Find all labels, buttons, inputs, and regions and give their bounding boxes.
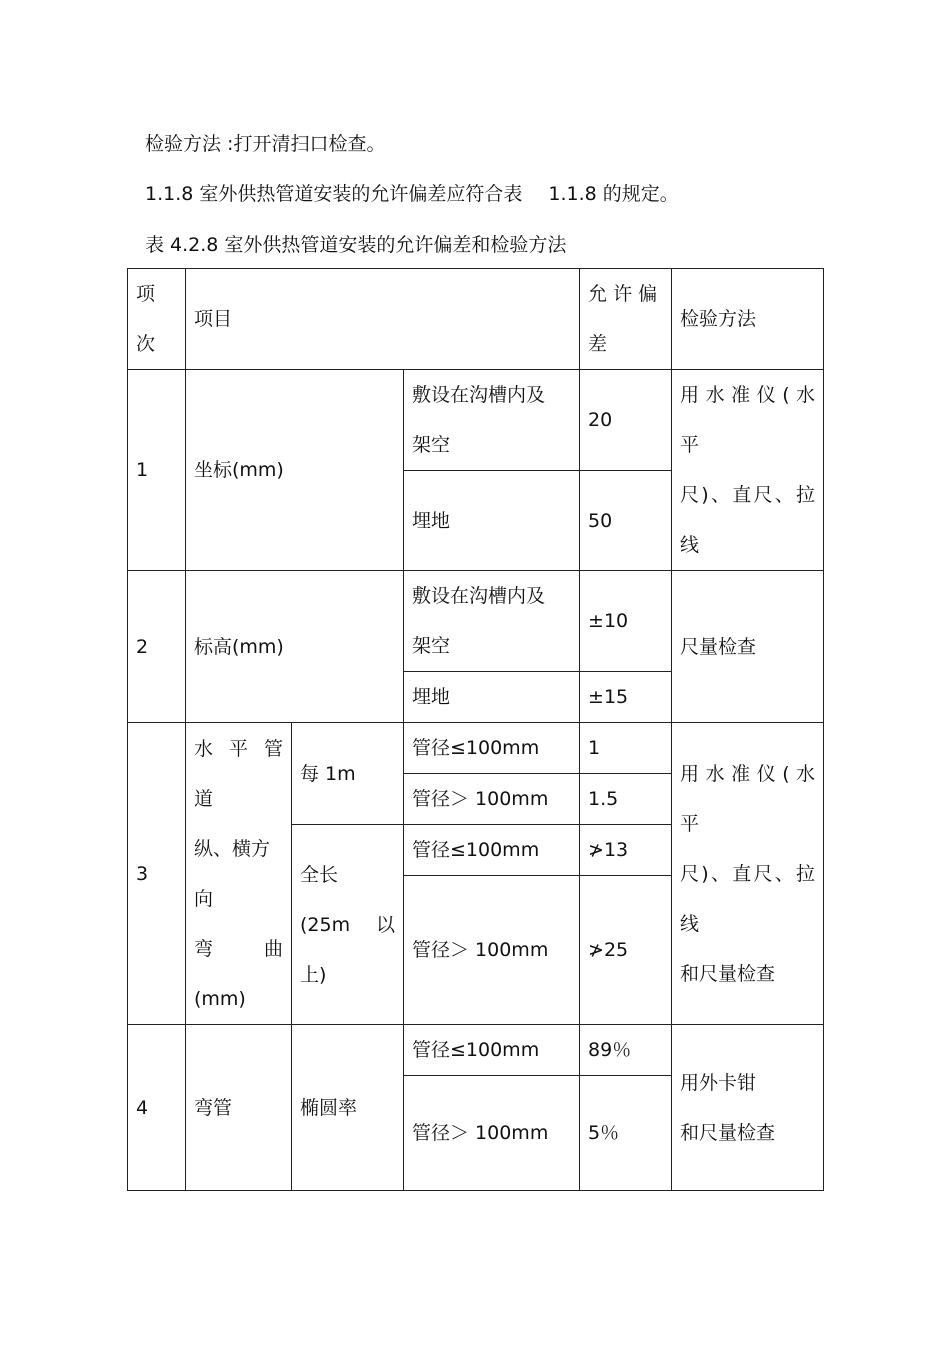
clause-text-a: 1.1.8 室外供热管道安装的允许偏差应符合表 <box>145 183 523 205</box>
table-row <box>128 571 824 672</box>
table-row <box>128 370 824 471</box>
row2-sub1: 敷设在沟槽内及 架空 <box>404 571 580 672</box>
row1-item: 坐标(mm) <box>186 370 404 571</box>
row2-sub2: 埋地 <box>404 672 580 723</box>
row4-cond1: 管径≤100mm <box>404 1025 580 1076</box>
row2-tol2: ±15 <box>580 672 672 723</box>
row3-cond3: 管径≤100mm <box>404 825 580 876</box>
row2-item: 标高(mm) <box>186 571 404 723</box>
row3-cond4: 管径＞ 100mm <box>404 876 580 1025</box>
row3-cond1: 管径≤100mm <box>404 723 580 774</box>
row1-sub1: 敷设在沟槽内及 架空 <box>404 370 580 471</box>
clause-1-1-8 <box>145 182 679 206</box>
row3-method: 用 水 准 仪 ( 水 平 尺)、直尺、拉 线 和尺量检查 <box>672 723 824 1025</box>
table-row <box>128 723 824 774</box>
row3-tol2: 1.5 <box>580 774 672 825</box>
header-tolerance: 允 许 偏 差 <box>580 269 672 370</box>
row3-cat2: 全长 (25m 以 上) <box>292 825 404 1025</box>
row1-tol1: 20 <box>580 370 672 471</box>
row3-cond2: 管径＞ 100mm <box>404 774 580 825</box>
row4-method: 用外卡钳 和尺量检查 <box>672 1025 824 1191</box>
row1-method: 用 水 准 仪 ( 水 平 尺)、直尺、拉 线 <box>672 370 824 571</box>
table-header-row <box>128 269 824 370</box>
header-seq: 项 次 <box>128 269 186 370</box>
row4-cat: 椭圆率 <box>292 1025 404 1191</box>
row4-cond2: 管径＞ 100mm <box>404 1076 580 1191</box>
header-item: 项目 <box>186 269 580 370</box>
table-row <box>128 1025 824 1076</box>
clause-text-b: 1.1.8 的规定。 <box>548 183 679 205</box>
row1-sub2: 埋地 <box>404 471 580 571</box>
row4-tol2: 5％ <box>580 1076 672 1191</box>
row4-tol1: 89％ <box>580 1025 672 1076</box>
header-method: 检验方法 <box>672 269 824 370</box>
row3-cat1: 每 1m <box>292 723 404 825</box>
tolerance-table <box>127 268 824 1191</box>
row1-tol2: 50 <box>580 471 672 571</box>
row3-tol1: 1 <box>580 723 672 774</box>
row2-seq: 2 <box>128 571 186 723</box>
table-caption: 表 4.2.8 室外供热管道安装的允许偏差和检验方法 <box>145 234 567 256</box>
row2-method: 尺量检查 <box>672 571 824 723</box>
row4-item: 弯管 <box>186 1025 292 1191</box>
row2-tol1: ±10 <box>580 571 672 672</box>
row4-seq: 4 <box>128 1025 186 1191</box>
row3-seq: 3 <box>128 723 186 1025</box>
row3-tol4: ≯25 <box>580 876 672 1025</box>
row1-seq: 1 <box>128 370 186 571</box>
inspection-method-line: 检验方法 :打开清扫口检查。 <box>145 133 386 155</box>
row3-tol3: ≯13 <box>580 825 672 876</box>
row3-item: 水 平 管 道 纵、横方 向 弯 曲 (mm) <box>186 723 292 1025</box>
